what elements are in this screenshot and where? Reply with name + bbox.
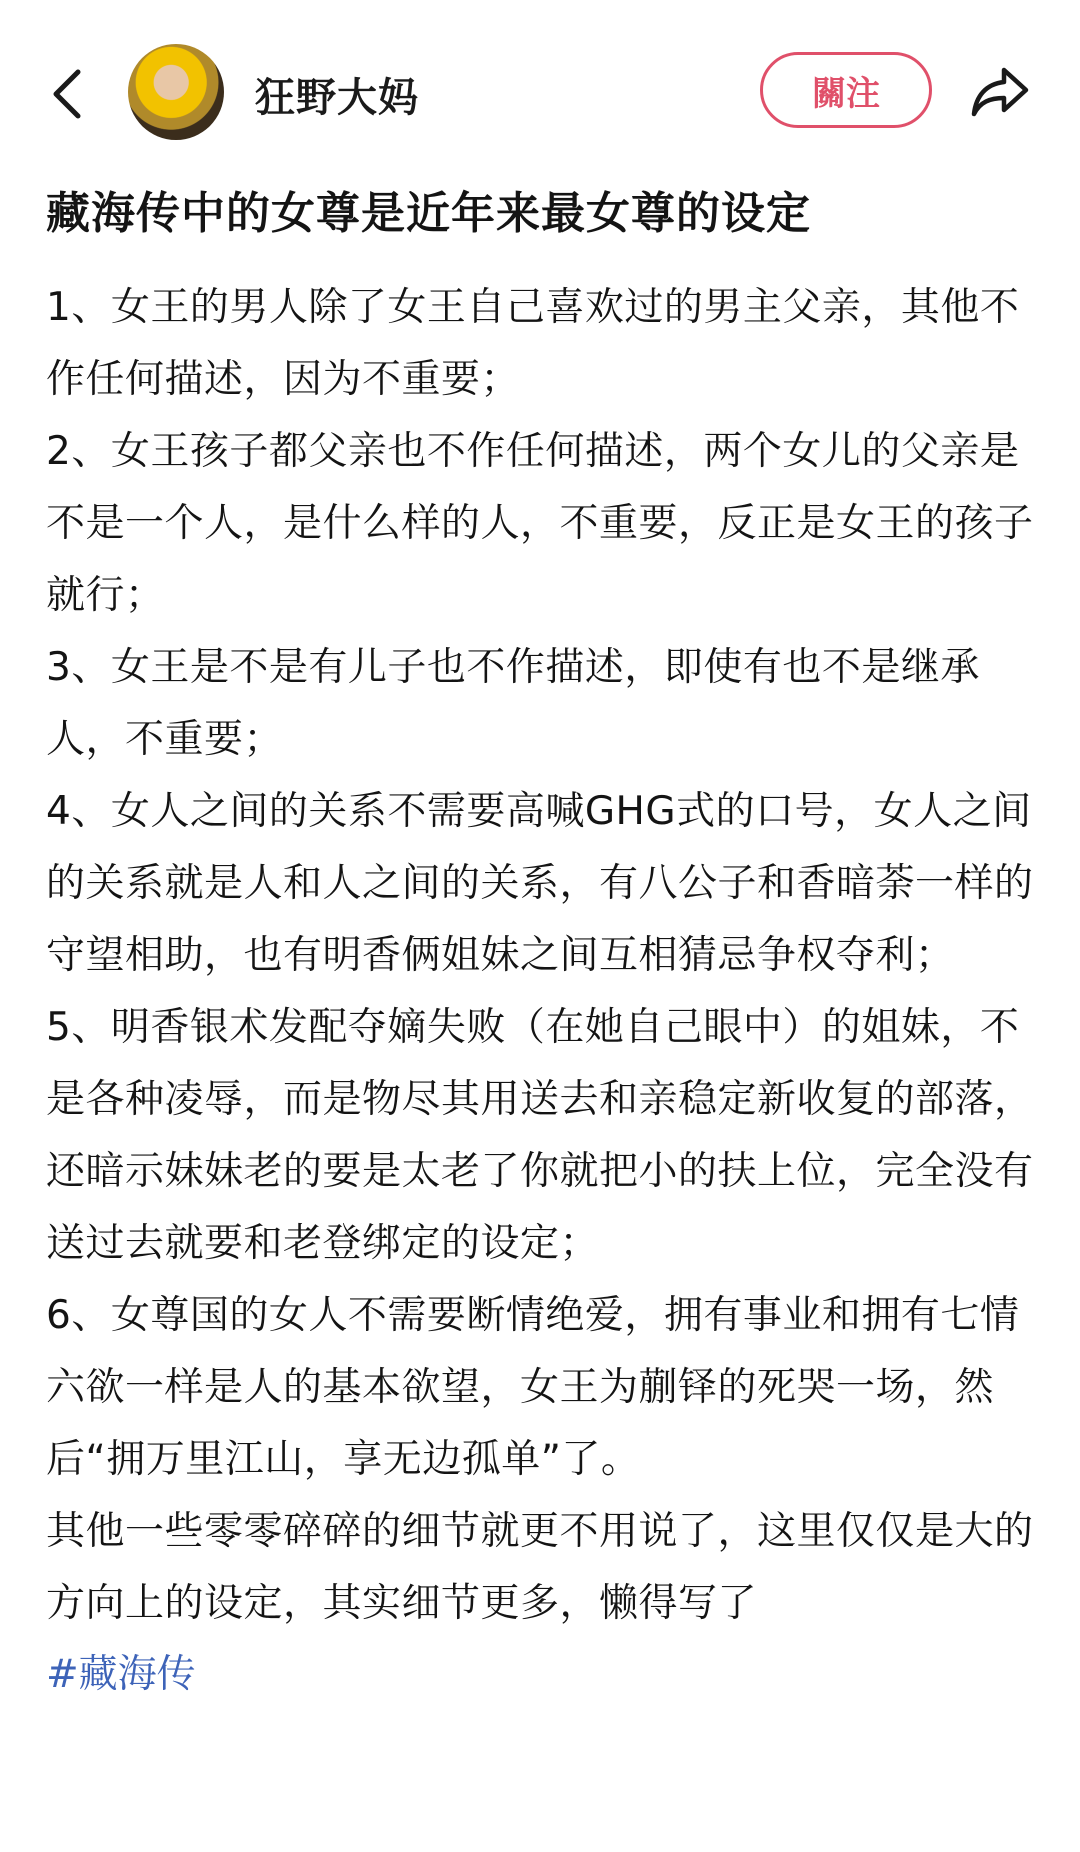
post-paragraph: 4、女人之间的关系不需要高喊GHG式的口号，女人之间的关系就是人和人之间的关系，有八公子和香暗荼一样的守望相助，也有明香俩姐妹之间互相猜忌争权夺利； <box>46 789 1034 978</box>
post-paragraph: 3、女王是不是有儿子也不作描述，即使有也不是继承人，不重要； <box>46 645 980 762</box>
post-paragraph: 5、明香银术发配夺嫡失败（在她自己眼中）的姐妹，不是各种凌辱，而是物尽其用送去和亲稳定新收复的部落，还暗示妹妹老的要是太老了你就把小的扶上位，完全没有送过去就要和老登绑定的设定； <box>46 1005 1034 1266</box>
back-arrow-icon[interactable] <box>48 64 88 124</box>
post-paragraph: 6、女尊国的女人不需要断情绝爱，拥有事业和拥有七情六欲一样是人的基本欲望，女王为蒯铎的死哭一场，然后“拥万里江山，享无边孤单”了。 <box>46 1293 1020 1482</box>
post-title: 藏海传中的女尊是近年来最女尊的设定 <box>46 188 811 239</box>
hashtag-link[interactable]: #藏海传 <box>46 1652 196 1697</box>
username[interactable]: 狂野大妈 <box>255 75 419 121</box>
post-paragraph: 2、女王孩子都父亲也不作任何描述，两个女儿的父亲是不是一个人，是什么样的人，不重要，反正是女王的孩子就行； <box>46 429 1034 618</box>
post-content <box>46 186 1042 1710</box>
share-icon[interactable] <box>968 62 1032 122</box>
post-paragraph: 1、女王的男人除了女王自己喜欢过的男主父亲，其他不作任何描述，因为不重要； <box>46 285 1020 402</box>
avatar[interactable] <box>128 44 224 140</box>
follow-button[interactable]: 關注 <box>760 52 932 128</box>
post-paragraph: 其他一些零零碎碎的细节就更不用说了，这里仅仅是大的方向上的设定，其实细节更多，懒得写了 <box>46 1509 1034 1626</box>
top-bar <box>0 0 1080 180</box>
